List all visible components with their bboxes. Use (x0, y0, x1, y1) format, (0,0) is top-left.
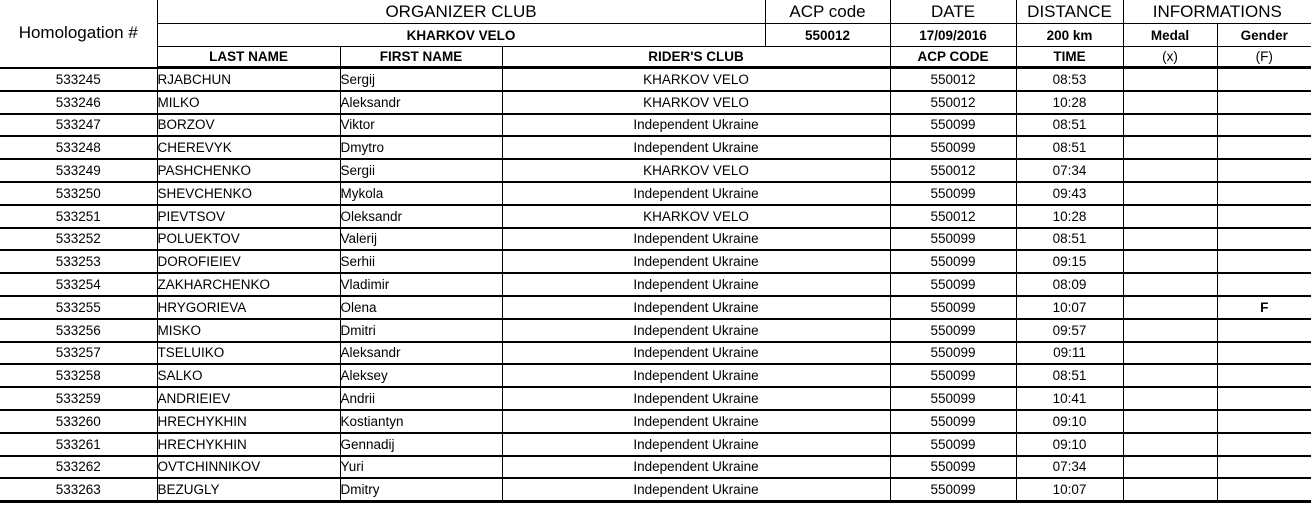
date-value: 17/09/2016 (890, 24, 1016, 47)
first-name-cell: Sergij (340, 68, 502, 91)
time-cell: 09:11 (1016, 342, 1123, 365)
last-name-cell: BEZUGLY (157, 478, 340, 501)
gender-cell (1217, 159, 1311, 182)
first-name-cell: Sergii (340, 159, 502, 182)
rider-club-cell: Independent Ukraine (502, 228, 890, 251)
homologation-number-cell: 533261 (0, 433, 157, 456)
gender-cell (1217, 387, 1311, 410)
homologation-number-cell: 533248 (0, 136, 157, 159)
homologation-number-cell: 533253 (0, 250, 157, 273)
acp-code-cell: 550012 (890, 159, 1016, 182)
table-row (0, 478, 1311, 501)
time-cell: 08:51 (1016, 136, 1123, 159)
acp-code-cell: 550099 (890, 182, 1016, 205)
last-name-cell: SALKO (157, 364, 340, 387)
time-cell: 10:07 (1016, 296, 1123, 319)
last-name-cell: RJABCHUN (157, 68, 340, 91)
date-header: DATE (890, 0, 1016, 24)
medal-cell (1123, 114, 1217, 137)
first-name-cell: Olena (340, 296, 502, 319)
table-row (0, 91, 1311, 114)
first-name-cell: Serhii (340, 250, 502, 273)
last-name-cell: BORZOV (157, 114, 340, 137)
homologation-number-cell: 533246 (0, 91, 157, 114)
rider-club-cell: Independent Ukraine (502, 319, 890, 342)
medal-cell (1123, 364, 1217, 387)
homologation-number-cell: 533257 (0, 342, 157, 365)
acp-code-cell: 550012 (890, 205, 1016, 228)
first-name-cell: Kostiantyn (340, 410, 502, 433)
table-row (0, 342, 1311, 365)
last-name-cell: CHEREVYK (157, 136, 340, 159)
time-cell: 08:51 (1016, 364, 1123, 387)
medal-cell (1123, 68, 1217, 91)
time-cell: 10:41 (1016, 387, 1123, 410)
medal-cell (1123, 205, 1217, 228)
medal-cell (1123, 319, 1217, 342)
acp-code-cell: 550099 (890, 114, 1016, 137)
rider-club-cell: Independent Ukraine (502, 296, 890, 319)
rider-club-cell: KHARKOV VELO (502, 205, 890, 228)
gender-cell (1217, 228, 1311, 251)
gender-cell (1217, 319, 1311, 342)
last-name-cell: HRECHYKHIN (157, 433, 340, 456)
gender-cell (1217, 410, 1311, 433)
gender-cell (1217, 114, 1311, 137)
acp-code-cell: 550099 (890, 387, 1016, 410)
time-column-header: TIME (1016, 47, 1123, 68)
distance-value: 200 km (1016, 24, 1123, 47)
first-name-cell: Mykola (340, 182, 502, 205)
header-row-labels (0, 0, 1311, 24)
medal-cell (1123, 478, 1217, 501)
gender-cell (1217, 273, 1311, 296)
last-name-cell: HRECHYKHIN (157, 410, 340, 433)
homologation-number-cell: 533262 (0, 456, 157, 479)
first-name-cell: Yuri (340, 456, 502, 479)
first-name-cell: Viktor (340, 114, 502, 137)
table-row (0, 159, 1311, 182)
last-name-cell: MILKO (157, 91, 340, 114)
first-name-cell: Andrii (340, 387, 502, 410)
last-name-cell: PIEVTSOV (157, 205, 340, 228)
first-name-cell: Aleksandr (340, 342, 502, 365)
gender-cell (1217, 433, 1311, 456)
organizer-club-value: KHARKOV VELO (157, 24, 765, 47)
gender-cell (1217, 456, 1311, 479)
table-row (0, 273, 1311, 296)
table-row (0, 250, 1311, 273)
first-name-cell: Aleksey (340, 364, 502, 387)
acp-code-column-header: ACP CODE (890, 47, 1016, 68)
informations-header: INFORMATIONS (1123, 0, 1311, 24)
rider-club-cell: Independent Ukraine (502, 410, 890, 433)
acp-code-cell: 550099 (890, 456, 1016, 479)
last-name-cell: OVTCHINNIKOV (157, 456, 340, 479)
table-row (0, 205, 1311, 228)
table-row (0, 387, 1311, 410)
table-row (0, 68, 1311, 91)
medal-mark-header: (x) (1123, 47, 1217, 68)
first-name-cell: Vladimir (340, 273, 502, 296)
time-cell: 08:09 (1016, 273, 1123, 296)
homologation-number-cell: 533259 (0, 387, 157, 410)
homologation-number-cell: 533252 (0, 228, 157, 251)
last-name-cell: ZAKHARCHENKO (157, 273, 340, 296)
table-row (0, 296, 1311, 319)
table-row (0, 433, 1311, 456)
rider-club-cell: Independent Ukraine (502, 478, 890, 501)
acp-code-cell: 550099 (890, 250, 1016, 273)
acp-code-cell: 550099 (890, 364, 1016, 387)
last-name-column-header: LAST NAME (157, 47, 340, 68)
acp-code-value: 550012 (765, 24, 890, 47)
time-cell: 09:10 (1016, 410, 1123, 433)
medal-cell (1123, 250, 1217, 273)
homologation-number-cell: 533258 (0, 364, 157, 387)
time-cell: 09:10 (1016, 433, 1123, 456)
gender-column-header: Gender (1217, 24, 1311, 47)
medal-cell (1123, 342, 1217, 365)
last-name-cell: HRYGORIEVA (157, 296, 340, 319)
first-name-cell: Aleksandr (340, 91, 502, 114)
table-row (0, 364, 1311, 387)
acp-code-cell: 550099 (890, 296, 1016, 319)
homologation-number-cell: 533260 (0, 410, 157, 433)
last-name-cell: PASHCHENKO (157, 159, 340, 182)
homologation-number-cell: 533263 (0, 478, 157, 501)
acp-code-cell: 550099 (890, 319, 1016, 342)
table-row (0, 410, 1311, 433)
table-row (0, 319, 1311, 342)
homologation-column-header: Homologation # (0, 0, 157, 68)
time-cell: 09:15 (1016, 250, 1123, 273)
medal-cell (1123, 273, 1217, 296)
first-name-cell: Dmitri (340, 319, 502, 342)
rider-club-cell: Independent Ukraine (502, 136, 890, 159)
organizer-club-header: ORGANIZER CLUB (157, 0, 765, 24)
acp-code-cell: 550099 (890, 136, 1016, 159)
acp-code-cell: 550099 (890, 478, 1016, 501)
gender-cell (1217, 68, 1311, 91)
gender-cell (1217, 205, 1311, 228)
gender-cell (1217, 91, 1311, 114)
time-cell: 09:57 (1016, 319, 1123, 342)
homologation-number-cell: 533251 (0, 205, 157, 228)
acp-code-header: ACP code (765, 0, 890, 24)
last-name-cell: MISKO (157, 319, 340, 342)
riders-club-column-header: RIDER'S CLUB (502, 47, 890, 68)
time-cell: 08:51 (1016, 114, 1123, 137)
table-row (0, 136, 1311, 159)
medal-cell (1123, 159, 1217, 182)
time-cell: 07:34 (1016, 456, 1123, 479)
medal-cell (1123, 136, 1217, 159)
first-name-cell: Dmytro (340, 136, 502, 159)
time-cell: 09:43 (1016, 182, 1123, 205)
acp-code-cell: 550099 (890, 228, 1016, 251)
time-cell: 10:07 (1016, 478, 1123, 501)
time-cell: 07:34 (1016, 159, 1123, 182)
rider-club-cell: Independent Ukraine (502, 456, 890, 479)
table-body (0, 68, 1311, 502)
acp-code-cell: 550099 (890, 410, 1016, 433)
gender-cell (1217, 136, 1311, 159)
gender-cell (1217, 364, 1311, 387)
rider-club-cell: KHARKOV VELO (502, 91, 890, 114)
last-name-cell: TSELUIKO (157, 342, 340, 365)
distance-header: DISTANCE (1016, 0, 1123, 24)
rider-club-cell: Independent Ukraine (502, 182, 890, 205)
medal-cell (1123, 296, 1217, 319)
rider-club-cell: Independent Ukraine (502, 273, 890, 296)
last-name-cell: POLUEKTOV (157, 228, 340, 251)
rider-club-cell: KHARKOV VELO (502, 68, 890, 91)
rider-club-cell: Independent Ukraine (502, 342, 890, 365)
header-row-columns (0, 47, 1311, 68)
rider-club-cell: Independent Ukraine (502, 114, 890, 137)
time-cell: 08:51 (1016, 228, 1123, 251)
gender-cell (1217, 478, 1311, 501)
rider-club-cell: KHARKOV VELO (502, 159, 890, 182)
gender-cell: F (1217, 296, 1311, 319)
rider-club-cell: Independent Ukraine (502, 364, 890, 387)
acp-code-cell: 550012 (890, 91, 1016, 114)
last-name-cell: ANDRIEIEV (157, 387, 340, 410)
gender-mark-header: (F) (1217, 47, 1311, 68)
homologation-number-cell: 533249 (0, 159, 157, 182)
homologation-number-cell: 533247 (0, 114, 157, 137)
medal-cell (1123, 228, 1217, 251)
acp-code-cell: 550099 (890, 433, 1016, 456)
header-row-values (0, 24, 1311, 47)
first-name-column-header: FIRST NAME (340, 47, 502, 68)
homologation-number-cell: 533256 (0, 319, 157, 342)
gender-cell (1217, 342, 1311, 365)
first-name-cell: Oleksandr (340, 205, 502, 228)
acp-code-cell: 550012 (890, 68, 1016, 91)
medal-cell (1123, 387, 1217, 410)
medal-cell (1123, 410, 1217, 433)
acp-code-cell: 550099 (890, 273, 1016, 296)
first-name-cell: Dmitry (340, 478, 502, 501)
medal-cell (1123, 182, 1217, 205)
gender-cell (1217, 250, 1311, 273)
medal-cell (1123, 456, 1217, 479)
homologation-number-cell: 533255 (0, 296, 157, 319)
table-row (0, 114, 1311, 137)
first-name-cell: Valerij (340, 228, 502, 251)
rider-club-cell: Independent Ukraine (502, 433, 890, 456)
last-name-cell: SHEVCHENKO (157, 182, 340, 205)
homologation-number-cell: 533245 (0, 68, 157, 91)
rider-club-cell: Independent Ukraine (502, 250, 890, 273)
medal-cell (1123, 91, 1217, 114)
table-row (0, 182, 1311, 205)
first-name-cell: Gennadij (340, 433, 502, 456)
time-cell: 10:28 (1016, 91, 1123, 114)
medal-column-header: Medal (1123, 24, 1217, 47)
rider-club-cell: Independent Ukraine (502, 387, 890, 410)
time-cell: 08:53 (1016, 68, 1123, 91)
table-row (0, 228, 1311, 251)
last-name-cell: DOROFIEIEV (157, 250, 340, 273)
acp-code-cell: 550099 (890, 342, 1016, 365)
homologation-number-cell: 533254 (0, 273, 157, 296)
homologation-number-cell: 533250 (0, 182, 157, 205)
medal-cell (1123, 433, 1217, 456)
gender-cell (1217, 182, 1311, 205)
time-cell: 10:28 (1016, 205, 1123, 228)
table-row (0, 456, 1311, 479)
